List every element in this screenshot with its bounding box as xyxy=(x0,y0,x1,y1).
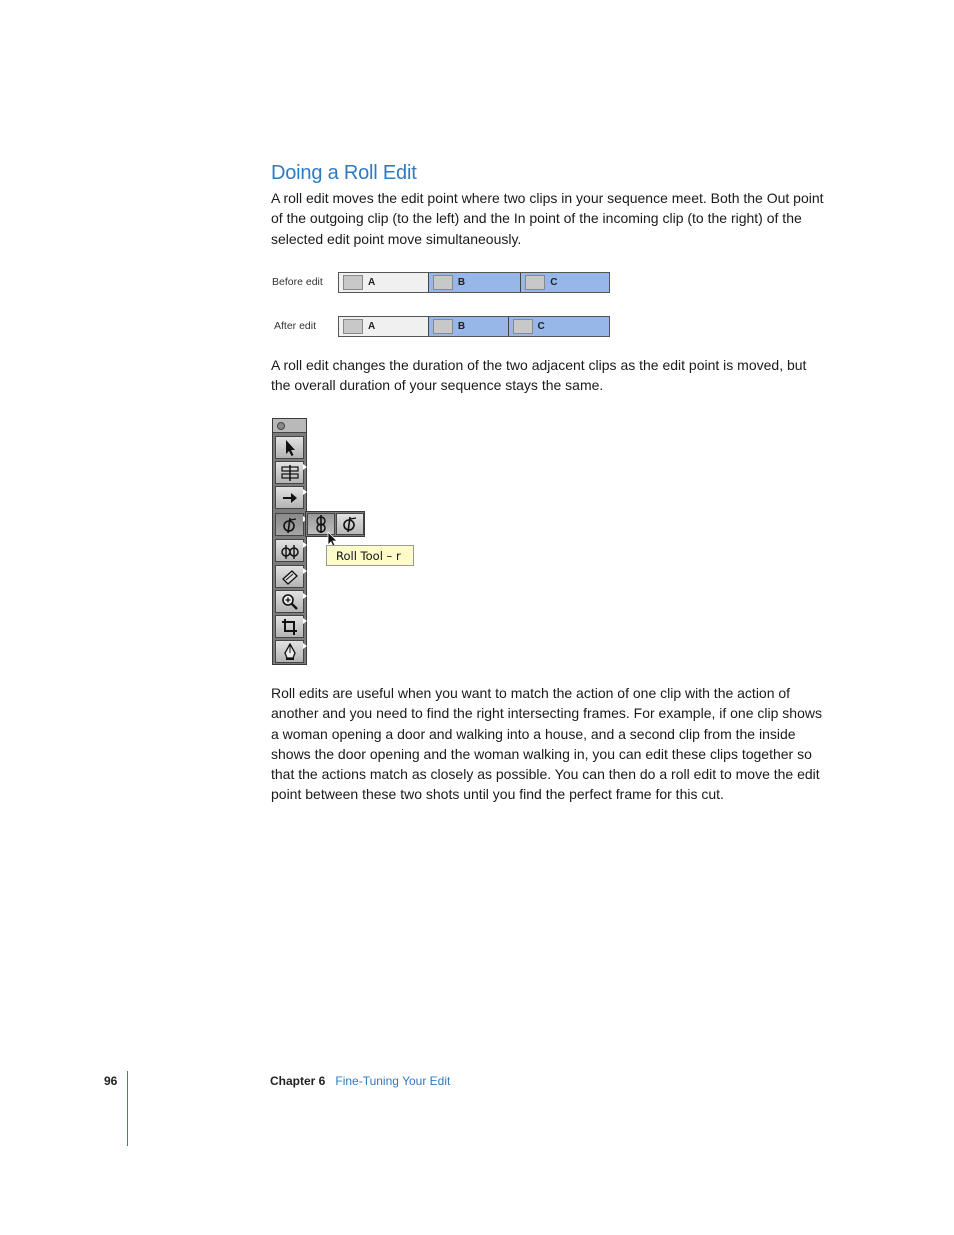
duration-paragraph: A roll edit changes the duration of the two adjacent clips as the edit point is moved, but the overall duration of your sequence stays the same. xyxy=(271,357,807,394)
pen-nib-icon xyxy=(280,643,300,661)
crop-tool-button[interactable] xyxy=(275,615,304,638)
pen-tool-button[interactable] xyxy=(275,640,304,663)
roll-tool-option-button[interactable] xyxy=(336,513,364,535)
arrow-pointer-icon xyxy=(280,439,300,457)
razor-tool-button[interactable] xyxy=(275,565,304,588)
submenu-triangle-icon xyxy=(303,464,307,470)
tool-palette xyxy=(272,418,307,665)
clip-thumbnail xyxy=(433,319,453,334)
before-edit-timeline xyxy=(338,272,610,293)
clip-thumbnail xyxy=(433,275,453,290)
clip-b[interactable] xyxy=(429,273,521,292)
razor-blade-icon xyxy=(280,568,300,586)
after-edit-label: After edit xyxy=(274,320,317,332)
footer-chapter xyxy=(270,1074,450,1088)
before-edit-label: Before edit xyxy=(272,276,323,288)
usage-paragraph: Roll edits are useful when you want to match the action of one clip with the action of another and you need to find the right intersecting frames. For example, if one clip shows a woman opening a door and walking into a house, and a second clip from the inside shows the door opening and the woman walking in, you can edit these clips together so that the actions match as closely as possible. You can then do a roll edit to move the edit point between these two shots until you find the perfect frame for this cut. xyxy=(271,685,822,803)
slip-tool-icon xyxy=(280,542,300,560)
after-edit-timeline xyxy=(338,316,610,337)
edit-selection-icon xyxy=(280,464,300,482)
intro-paragraph: A roll edit moves the edit point where two clips in your sequence meet. Both the Out point of the outgoing clip (to the left) and the In point of the incoming clip (to the right) of the selected edit point move simultaneously. xyxy=(271,190,824,247)
edit-selection-tool-button[interactable] xyxy=(275,461,304,484)
clip-b[interactable] xyxy=(429,317,509,336)
submenu-triangle-icon xyxy=(303,542,307,548)
magnifier-icon xyxy=(280,593,300,611)
clip-label: A xyxy=(368,277,376,288)
clip-label: B xyxy=(457,277,466,288)
clip-label: B xyxy=(457,321,466,332)
track-forward-tool-button[interactable] xyxy=(275,486,304,509)
crop-icon xyxy=(280,618,300,636)
clip-thumbnail xyxy=(513,319,533,334)
right-arrow-icon xyxy=(280,489,300,507)
slip-tool-button[interactable] xyxy=(275,539,304,562)
submenu-triangle-icon xyxy=(303,618,307,624)
clip-c[interactable] xyxy=(521,273,609,292)
roll-tool-icon xyxy=(280,516,300,534)
roll-tool-icon xyxy=(340,515,360,533)
close-dot-icon[interactable] xyxy=(277,422,285,430)
chapter-number: Chapter 6 xyxy=(270,1074,326,1088)
section-heading: Doing a Roll Edit xyxy=(271,162,417,184)
footer-divider xyxy=(127,1071,128,1146)
clip-label: A xyxy=(368,321,376,332)
submenu-triangle-icon xyxy=(303,568,307,574)
clip-thumbnail xyxy=(525,275,545,290)
clip-c[interactable] xyxy=(509,317,609,336)
selection-tool-button[interactable] xyxy=(275,436,304,459)
clip-label: C xyxy=(537,321,545,332)
submenu-triangle-icon xyxy=(303,593,307,599)
page-number: 96 xyxy=(104,1074,118,1088)
submenu-triangle-icon xyxy=(303,643,307,649)
clip-thumbnail xyxy=(343,275,363,290)
clip-a[interactable] xyxy=(339,273,429,292)
clip-a[interactable] xyxy=(339,317,429,336)
clip-label: C xyxy=(550,277,558,288)
roll-tool-button[interactable] xyxy=(275,513,304,536)
zoom-tool-button[interactable] xyxy=(275,590,304,613)
roll-tool-tooltip: Roll Tool – r xyxy=(326,545,414,566)
submenu-triangle-icon xyxy=(303,489,307,495)
clip-thumbnail xyxy=(343,319,363,334)
chapter-title-link[interactable]: Fine-Tuning Your Edit xyxy=(335,1074,451,1088)
tool-palette-header xyxy=(273,419,306,433)
